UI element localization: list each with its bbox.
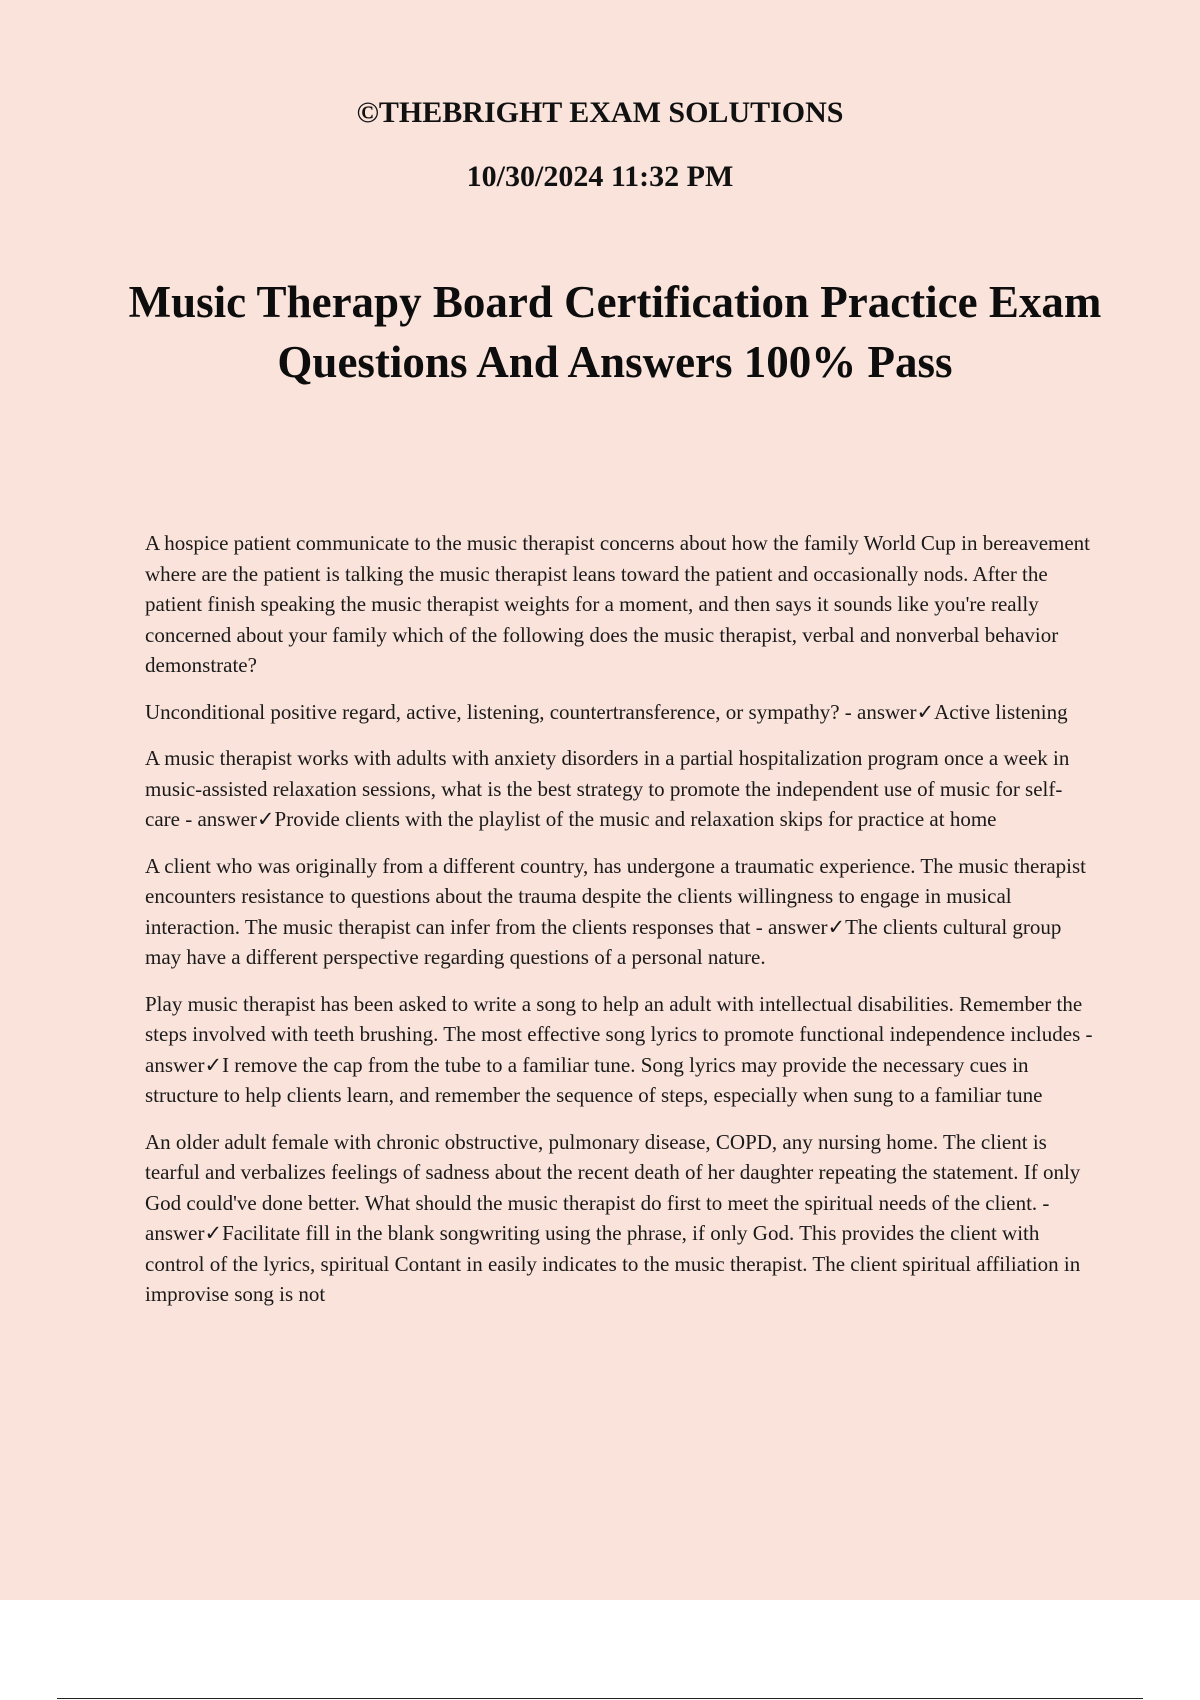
timestamp: 10/30/2024 11:32 PM xyxy=(466,160,734,193)
brand-header: ©THEBRIGHT EXAM SOLUTIONS xyxy=(356,96,844,129)
question-paragraph: A client who was originally from a different country, has undergone a traumatic experience. The music therapist encounters resistance to questions about the trauma despite the clients willingness to engage in musical interaction. The music therapist can infer from the clients responses that - answer✓The clients cultural group may have a different perspective regarding questions of a personal nature. xyxy=(145,853,1087,969)
question-paragraph: Play music therapist has been asked to write a song to help an adult with intellectual disabilities. Remember the steps involved with teeth brushing. The most effective song lyrics to promote functional independence includes - answer✓I remove the cap from the tube to a familiar tune. Song lyrics may provide the necessary cues in structure to help clients learn, and remember the sequence of steps, especially when sung to a familiar tune xyxy=(145,991,1093,1107)
question-paragraph: A hospice patient communicate to the music therapist concerns about how the family World Cup in bereavement where are the patient is talking the music therapist leans toward the patient and occasionally nods. After the patient finish speaking the music therapist weights for a moment, and then says it sounds like you're really concerned about your family which of the following does the music therapist, verbal and nonverbal behavior demonstrate? xyxy=(145,531,1090,677)
document-body xyxy=(145,528,1095,1326)
question-paragraph: An older adult female with chronic obstructive, pulmonary disease, COPD, any nursing home. The client is tearful and verbalizes feelings of sadness about the recent death of her daughter repeating the statement. If only God could've done better. What should the music therapist do first to meet the spiritual needs of the client. - answer✓Facilitate fill in the blank songwriting using the phrase, if only God. This provides the client with control of the lyrics, spiritual Contant in easily indicates to the music therapist. The client spiritual affiliation in improvise song is not xyxy=(145,1129,1081,1306)
document-title: Music Therapy Board Certification Practice Exam Questions And Answers 100% Pass xyxy=(128,277,1102,387)
footer-divider xyxy=(57,1698,1143,1699)
answer-paragraph: Unconditional positive regard, active, listening, countertransference, or sympathy? - answer✓Active listening xyxy=(145,699,1068,724)
question-paragraph: A music therapist works with adults with anxiety disorders in a partial hospitalization program once a week in music-assisted relaxation sessions, what is the best strategy to promote the independent use of music for self-care - answer✓Provide clients with the playlist of the music and relaxation skips for practice at home xyxy=(145,746,1070,831)
